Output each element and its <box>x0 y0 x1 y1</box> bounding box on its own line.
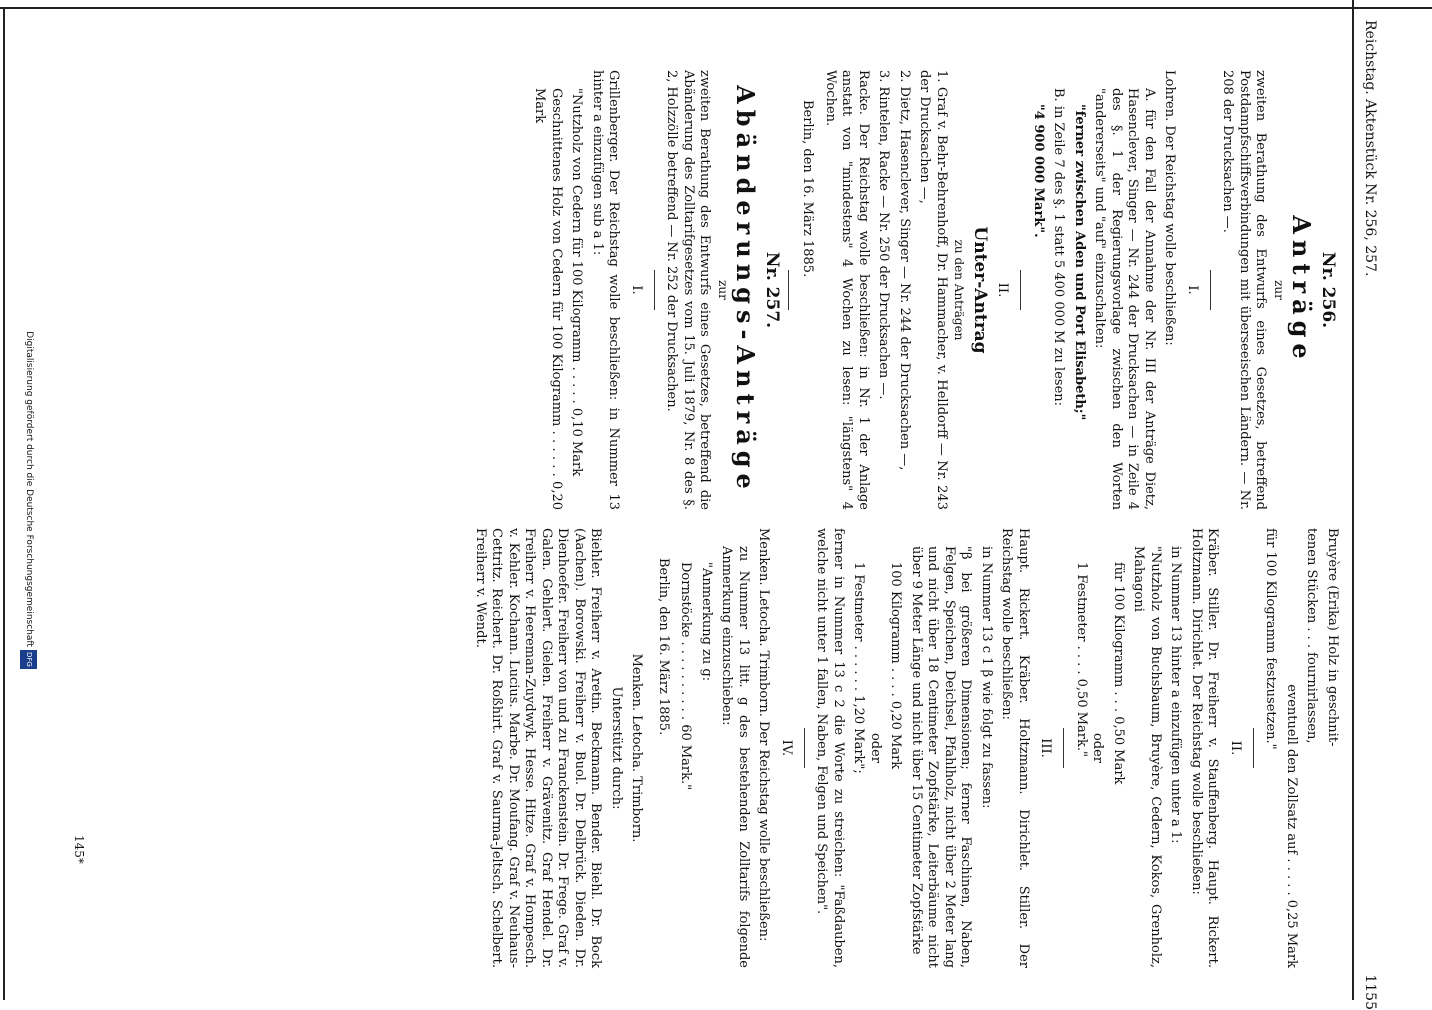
section-I-257: I. <box>629 285 644 295</box>
III-or: oder <box>868 732 883 764</box>
zu-den-antraegen: zu den Anträgen <box>952 239 967 341</box>
II257-c: für 100 Kilogramm . . . 0,50 Mark <box>1111 562 1126 785</box>
I-B2: "4 900 000 Mark". <box>1031 104 1046 238</box>
divider <box>1064 728 1065 768</box>
unter-antrag-title: Unter-Antrag <box>970 226 990 354</box>
document-page <box>20 0 1432 1010</box>
top-line-2: tenen Stücken . . . fournirlassen, <box>1304 528 1320 744</box>
III-e: ferner in Nummer 13 c 2 die Worte zu streichen: "Faßdauben, welche nicht unter 1 fallen, Naben, Felgen und Speichen". <box>814 528 846 968</box>
II-2: 2. Dietz, Hasenclever, Singer — Nr. 244 der Drucksachen —, <box>897 70 912 471</box>
II-1: 1. Graf v. Behr-Behrenhoff, Dr. Hammacher, v. Helldorff — Nr. 243 der Drucksachen —, <box>917 70 949 510</box>
abaenderung-title: Abänderungs-Anträge <box>731 85 761 495</box>
top-line-1: Bruyère (Erika) Holz in geschnit- <box>1325 528 1340 747</box>
II257-or: oder <box>1090 732 1106 764</box>
zur-label-2: zur <box>716 280 730 300</box>
I2-a: "Nutzholz von Cedern für 100 Kilogramm . . . . . 0,10 Mark <box>569 88 585 477</box>
III-c: 100 Kilogramm . . . . 0,20 Mark <box>888 562 904 770</box>
divider <box>804 728 805 768</box>
III-b: "β bei größeren Dimensionen; ferner Faschinen, Naben, Felgen, Speichen, Deichsel, Pfahlholz, nicht über 2 Meter lang und nicht über 18 Centimeter Zopfstärke, Leiterbäume nicht über 9 Meter Länge und nicht über 15 Centimeter Zopfstärke <box>909 546 974 968</box>
nr-256: Nr. 256. <box>1318 251 1338 329</box>
dfg-footer <box>21 0 38 1000</box>
IV-a: zu Nummer 13 litt. g des bestehenden Zolltarifs folgende Anmerkung einzuschieben: <box>719 546 751 968</box>
I2-text: Grillenberger. Der Reichstag wolle beschließen: in Nummer 13 hinter a einzufügen sub a 1: <box>590 70 622 510</box>
IV-text: Menken. Letocha. Trimborn. Der Reichstag wolle beschließen: <box>756 528 772 942</box>
I-A: A. für den Fall der Annahme der Nr. III der Anträge Dietz, Hasenclever, Singer — Nr. 244 der Drucksachen — in Zeile 4 des §. 1 der Regierungsvorlage zwischen den Worten "andererseits" und "auf" einzuschalten: <box>1092 88 1157 510</box>
header-rule <box>1352 0 1354 1000</box>
antraege-title: Anträge <box>1287 215 1317 365</box>
IV-names: Biehler. Freiherr v. Aretin. Beckmann. Bender. Biehl. Dr. Bock (Aachen). Borowski. Freiherr v. Buol. Dr. Delbrück. Dieden. Dr. Dienhoefer. Freiherr von und zu Franckenstein. Dr. Frege. Graf v. Galen. Gehlert. Gielen. Freiherr v. Grävenitz. Graf Hendel. Dr. Freiherr v. Heereman-Zuydwyk. Hesse. Hitze. Graf v. Hompesch. v. Kehler. Kochann. Lucius. Marbe. Dr. Moufang. Graf v. Neuhaus-Cettritz. Reichert. Dr. Roßhirt. Graf v. Saurma-Jeltsch. Schelbert. Freiherr v. Wendt. <box>473 528 604 968</box>
IV-sign: Menken. Letocha. Trimborn. <box>629 653 645 843</box>
zur-label: zur <box>1272 280 1286 300</box>
IV-support: Unterstützt durch: <box>609 686 624 810</box>
scan-frame-left <box>3 7 5 1000</box>
IV-b: "Anmerkung zu g: <box>699 562 714 682</box>
II257-a: in Nummer 13 hinter a einzufügen unter a 1: <box>1168 546 1184 844</box>
intro-257: zweiten Berathung des Entwurfs eines Gesetzes, betreffend die Abänderung des Zolltarifgesetzes vom 15. Juli 1879, Nr. 8 des §. 2, Holzzölle betreffend — Nr. 252 der Drucksachen. <box>664 70 713 510</box>
section-II: II. <box>995 282 1011 298</box>
section-I: I. <box>1185 285 1200 295</box>
footer-text: Digitalisierung gefördert durch die Deutsche Forschungsgemeinschaft <box>24 331 34 647</box>
I2-b: Geschnittenes Holz von Cedern für 100 Kilogramm . . . . . . 0,20 Mark <box>532 88 564 510</box>
section-II-257: II. <box>1228 740 1243 756</box>
II-3: 3. Rintelen, Racke — Nr. 250 der Drucksachen —. <box>876 70 892 400</box>
page-header <box>1356 20 1378 1010</box>
II-text: Racke. Der Reichstag wolle beschließen: in Nr. 1 der Anlage anstatt von "mindestens" 4 Wochen zu lesen: "längstens" 4 Wochen. <box>823 70 871 510</box>
II257-b: "Nutzholz von Buchsbaum, Bruyère, Cedern, Kokos, Grenholz, Mahagoni <box>1131 546 1163 968</box>
divider <box>1253 728 1254 768</box>
III-d: 1 Festmeter . . . . . . 1,20 Mark"; <box>851 562 867 774</box>
header-left: Reichstag. Aktenstück Nr. 256, 257. <box>1362 20 1378 277</box>
section-III: III. <box>1038 738 1054 758</box>
page-mark: 145* <box>72 835 86 864</box>
column-antraege-continued <box>468 528 1341 968</box>
page-number: 1155 <box>1362 974 1378 1010</box>
dfg-logo: DFG <box>21 650 38 669</box>
III-a: in Nummer 13 c 1 β wie folgt zu fassen: <box>979 546 994 809</box>
IV-c: Dornstöcke . . . . . . . . . . 60 Mark." <box>678 562 694 791</box>
date-256: Berlin, den 16. März 1885. <box>800 100 816 278</box>
divider <box>788 270 789 310</box>
divider <box>1021 270 1022 310</box>
divider <box>654 270 655 310</box>
I-text: Lohren. Der Reichstag wolle beschließen: <box>1162 70 1178 346</box>
II257-text: Kräber. Stiller. Dr. Freiherr v. Stauffenberg. Haupt. Rickert. Holtzmann. Dirichlet. Der Reichstag wolle beschließen: <box>1189 528 1221 968</box>
III-text: Haupt. Rickert. Kräber. Holtzmann. Dirichlet. Stiller. Der Reichstag wolle beschließen: <box>999 528 1031 968</box>
column-antraege <box>527 70 1340 510</box>
divider <box>1210 270 1211 310</box>
section-IV: IV. <box>779 739 794 757</box>
I-A2: "ferner zwischen Aden und Port Elisabeth;" <box>1072 104 1087 421</box>
IV-date: Berlin, den 16. März 1885. <box>656 558 671 736</box>
intro-256: zweiten Berathung des Entwurfs eines Gesetzes, betreffend Postdampfschiffsverbindungen mit überseeischen Ländern. — Nr. 208 der Drucksachen —. <box>1220 70 1269 510</box>
top-line-3: eventuell den Zollsatz auf . . . . . 0,25 Mark <box>1284 684 1299 968</box>
II257-d: 1 Festmeter . . . . 0,50 Mark." <box>1074 562 1089 757</box>
nr-257: Nr. 257. <box>762 251 782 329</box>
I-B: B. in Zeile 7 des §. 1 statt 5 400 000 M zu lesen: <box>1051 88 1067 407</box>
top-line-4: für 100 Kilogramm festzusetzen." <box>1263 528 1279 750</box>
